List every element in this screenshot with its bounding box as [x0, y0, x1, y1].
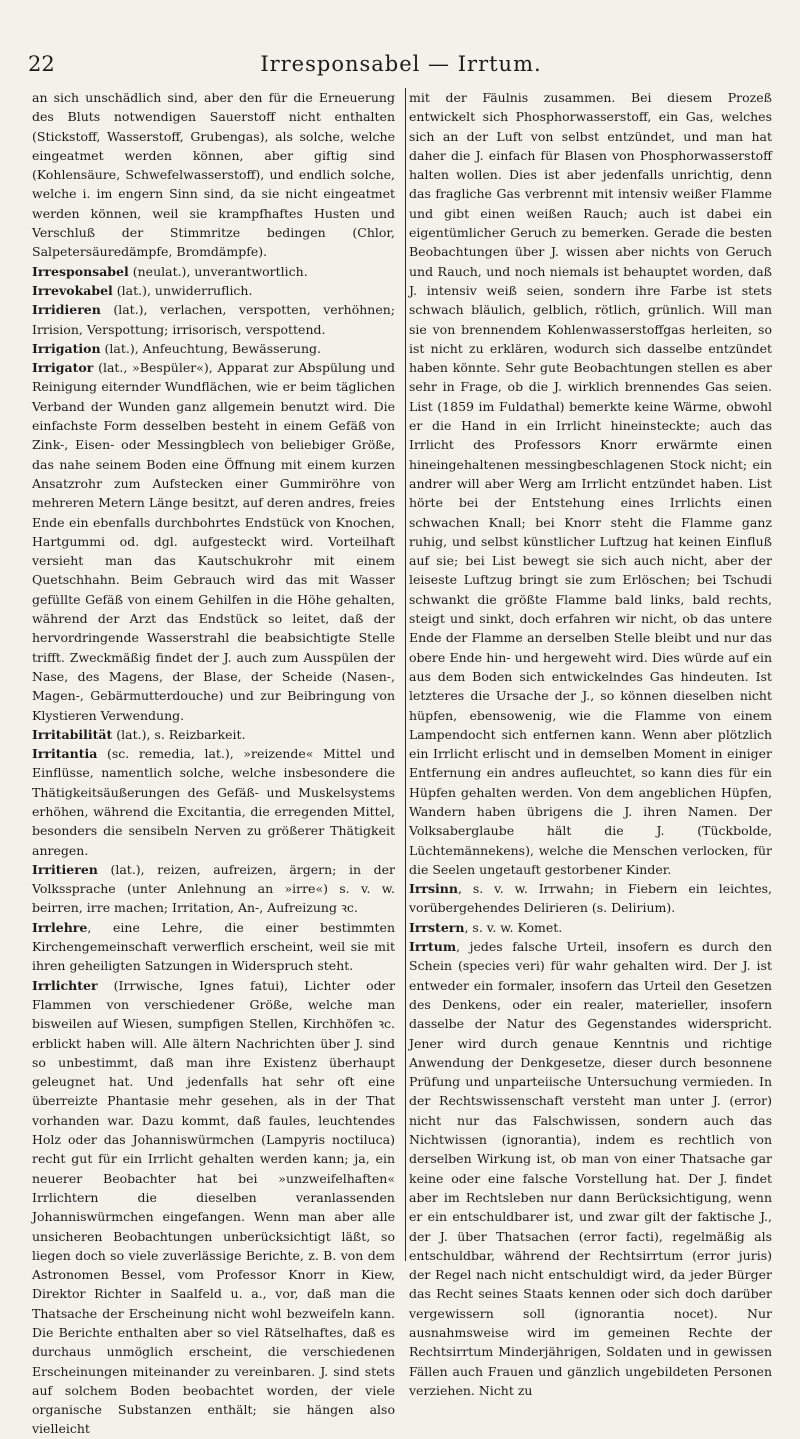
dictionary-entry — [32, 725, 395, 744]
right-column — [409, 88, 772, 1398]
entry-headword: Irrigator — [32, 360, 94, 376]
entry-headword: Irrlehre — [32, 919, 88, 935]
entry-text: (neulat.), unverantwortlich. — [128, 263, 308, 279]
entry-headword: Irresponsabel — [32, 263, 129, 279]
dictionary-entry — [32, 300, 395, 339]
entry-text: , jedes falsche Urteil, insofern es durch den Schein (species veri) für wahr gehalten wird. Der J. ist entweder ein formaler, insofern das Urteil den Gesetzen des Denkens, oder ein realer, materieller, insofern dasselbe der Natur des Gegenstandes widerspricht. Jener wird durch genaue Kenntnis und richtige Anwendung der Denkgesetze, dieser durch besonnene Prüfung und unparteiische Untersuchung vermieden. In der Rechtswissenschaft versteht man unter J. (error) nicht nur das Falschwissen, sondern auch das Nichtwissen (ignorantia), indem es rechtlich von derselben Wirkung ist, ob man von einer Thatsache gar keine oder eine falsche Vorstellung hat. Der J. findet aber im Rechtsleben nur dann Berücksichtigung, wenn er ein entschuldbarer ist, und zwar gilt der faktische J., der J. über Thatsachen (error facti), regelmäßig als entschuldbar, während der Rechtsirrtum (error juris) der Regel nach nicht entschuldigt wird, da jeder Bürger das Recht seines Staats kennen oder sich doch darüber vergewissern soll (ignorantia nocet). Nur ausnahmsweise wird im gemeinen Rechte der Rechtsirrtum Minderjährigen, Soldaten und in gewissen Fällen auch Frauen und gänzlich ungebildeten Personen verziehen. Nicht zu — [409, 939, 772, 1398]
dictionary-entry — [32, 860, 395, 918]
dictionary-entry — [32, 744, 395, 860]
dictionary-entry — [32, 262, 395, 281]
continued-text — [32, 88, 395, 262]
page-number: 22 — [28, 52, 55, 76]
left-column — [32, 88, 395, 1437]
entry-headword: Irrlichter — [32, 977, 98, 993]
continued-text — [409, 88, 772, 879]
entry-text: , s. v. w. Irrwahn; in Fiebern ein leichtes, vorübergehendes Delirieren (s. Delirium). — [409, 881, 772, 916]
dictionary-entry — [32, 281, 395, 300]
entry-text: (lat.), reizen, aufreizen, ärgern; in der Volkssprache (unter Anlehnung an »irre«) s. v. w. beirren, irre machen; Irritation, An-, Aufreizung ꝛc. — [32, 861, 395, 916]
entry-text: mit der Fäulnis zusammen. Bei diesem Prozeß entwickelt sich Phosphorwasserstoff, ein Gas, welches sich an der Luft von selbst entzündet, und man hat daher die J. einfach für Blasen von Phosphorwasserstoff halten wollen. Dies ist aber jedenfalls unrichtig, denn das fragliche Gas verbrennt mit intensiv weißer Flamme und gibt einen weißen Rauch; auch ist dabei ein eigentümlicher Geruch zu bemerken. Gerade die besten Beobachtungen über J. wissen aber nichts von Geruch und Rauch, und noch niemals ist behauptet worden, daß J. intensiv weiß seien, sondern ihre Farbe ist stets schwach bläulich, gelblich, rötlich, grünlich. Will man sie von brennendem Kohlenwasserstoffgas herleiten, so ist nicht zu erklären, wodurch sich dasselbe entzündet haben könnte. Sehr gute Beobachtungen stellen es aber sehr in Frage, ob die J. wirklich brennendes Gas seien. List (1859 im Fuldathal) bemerkte keine Wärme, obwohl er die Hand in ein Irrlicht hineinsteckte; auch das Irrlicht des Professors Knorr erwärmte einen hineingehaltenen messingbeschlagenen Stock nicht; ein andrer will aber Werg am Irrlicht entzündet haben. List hörte bei der Entstehung eines Irrlichts einen schwachen Knall; bei Knorr steht die Flamme ganz ruhig, und selbst künstlicher Luftzug hat keinen Einfluß auf sie; bei List bewegt sie sich auch nicht, aber der leiseste Luftzug bringt sie zum Erlöschen; bei Tschudi schwankt die größte Flamme bald links, bald rechts, steigt und sinkt, doch erfahren wir nicht, ob das untere Ende der Flamme an derselben Stelle bleibt und nur das obere Ende hin- und hergeweht wird. Dies würde auf ein aus dem Boden sich entwickelndes Gas hindeuten. Ist letzteres die Ursache der J., so können dieselben nicht hüpfen, ebensowenig, wie die Flamme von einem Lampendocht sich entfernen kann. Wenn aber plötzlich ein Irrlicht erlischt und in demselben Moment in einiger Entfernung ein andres aufleuchtet, so kann dies für ein Hüpfen gehalten werden. Von dem angeblichen Hüpfen, Wandern haben übrigens die J. ihren Namen. Der Volksaberglaube hält die J. (Tückbolde, Lüchtemännekens), welche die Menschen verlocken, für die Seelen ungetauft gestorbener Kinder. — [409, 90, 772, 877]
entry-headword: Irrstern — [409, 919, 465, 935]
dictionary-entry — [32, 339, 395, 358]
dictionary-entry — [409, 879, 772, 918]
text-columns — [32, 88, 772, 1437]
entry-text: (lat.), s. Reizbarkeit. — [112, 726, 246, 742]
entry-headword: Irritantia — [32, 746, 98, 762]
entry-headword: Irritabilität — [32, 726, 113, 742]
entry-headword: Irrsinn — [409, 881, 458, 897]
page-header — [28, 52, 774, 76]
entry-headword: Irridieren — [32, 302, 101, 318]
dictionary-entry — [32, 976, 395, 1439]
entry-text: (lat., »Bespüler«), Apparat zur Abspülung und Reinigung eiternder Wundflächen, wie er beim täglichen Verband der Wunden ganz allgemein benutzt wird. Die einfachste Form desselben besteht in einem Gefäß von Zink-, Eisen- oder Messingblech von beliebiger Größe, das nahe seinem Boden eine Öffnung mit einem kurzen Ansatzrohr zum Aufstecken einer Gummiröhre von mehreren Metern Länge besitzt, auf deren andres, freies Ende ein ebenfalls durchbohrtes Endstück von Knochen, Hartgummi od. dgl. aufgesteckt wird. Vorteilhaft versieht man das Kautschukrohr mit einem Quetschhahn. Beim Gebrauch wird das mit Wasser gefüllte Gefäß von einem Gehilfen in die Höhe gehalten, während der Arzt das Endstück so leitet, daß der hervordringende Wasserstrahl die beabsichtigte Stelle trifft. Zweckmäßig findet der J. auch zum Ausspülen der Nase, des Magens, der Blase, der Scheide (Nasen-, Magen-, Gebärmutterdouche) und zur Beibringung von Klystieren Verwendung. — [32, 360, 395, 723]
entry-text: (lat.), unwiderruflich. — [112, 282, 253, 298]
dictionary-entry — [32, 358, 395, 725]
entry-text: (sc. remedia, lat.), »reizende« Mittel und Einflüsse, namentlich solche, welche insbesondere die Thätigkeitsäußerungen des Gefäß- und Muskelsystems erhöhen, während die Excitantia, die erregenden Mittel, besonders die sensibeln Nerven zu größerer Thätigkeit anregen. — [32, 746, 395, 858]
entry-headword: Irrevokabel — [32, 282, 113, 298]
entry-text: (Irrwische, Ignes fatui), Lichter oder Flammen von verschiedener Größe, welche man bisweilen auf Wiesen, sumpfigen Stellen, Kirchhöfen ꝛc. erblickt haben will. Alle ältern Nachrichten über J. sind so unbestimmt, daß man ihre Existenz überhaupt geleugnet hat. Und jedenfalls hat sehr oft eine überreizte Phantasie mehr gesehen, als in der That vorhanden war. Dazu kommt, daß faules, leuchtendes Holz oder das Johanniswürmchen (Lampyris noctiluca) recht gut für ein Irrlicht gehalten werden kann; ja, ein neuerer Beobachter hat bei »unzweifelhaften« Irrlichtern die dieselben veranlassenden Johanniswürmchen eingefangen. Wenn man aber alle unsicheren Beobachtungen unberücksichtigt läßt, so liegen doch so viele zuverlässige Berichte, z. B. von dem Astronomen Bessel, vom Professor Knorr in Kiew, Direktor Richter in Saalfeld u. a., vor, daß man die Thatsache der Erscheinung nicht wohl bezweifeln kann. Die Berichte enthalten aber so viel Rätselhaftes, daß es durchaus unmöglich erscheint, die verschiedenen Erscheinungen miteinander zu vereinbaren. J. sind stets auf solchem Boden beobachtet worden, der viele organische Substanzen enthält; sie hängen also vielleicht — [32, 977, 395, 1437]
dictionary-entry — [409, 918, 772, 937]
entry-headword: Irritieren — [32, 861, 98, 877]
entry-headword: Irrigation — [32, 340, 101, 356]
entry-text: (lat.), Anfeuchtung, Bewässerung. — [100, 340, 321, 356]
entry-text: , eine Lehre, die einer bestimmten Kirchengemeinschaft verwerflich erscheint, weil sie mit ihren geheiligten Satzungen in Widerspruch steht. — [32, 919, 395, 974]
entry-text: , s. v. w. Komet. — [464, 919, 563, 935]
entry-headword: Irrtum — [409, 939, 457, 955]
entry-text: (lat.), verlachen, verspotten, verhöhnen; Irrision, Verspottung; irrisorisch, verspottend. — [32, 302, 395, 337]
entry-text: an sich unschädlich sind, aber den für die Erneuerung des Bluts notwendigen Sauerstoff nicht enthalten (Stickstoff, Wasserstoff, Grubengas), als solche, welche eingeatmet werden können, aber giftig sind (Kohlensäure, Schwefelwasserstoff), und endlich solche, welche i. im engern Sinn sind, da sie nicht eingeatmet werden können, weil sie krampfhaftes Husten und Verschluß der Stimmritze bedingen (Chlor, Salpetersäuredämpfe, Bromdämpfe). — [32, 90, 395, 260]
running-head: Irresponsabel — Irrtum. — [260, 52, 542, 76]
dictionary-entry — [409, 937, 772, 1400]
dictionary-entry — [32, 918, 395, 976]
